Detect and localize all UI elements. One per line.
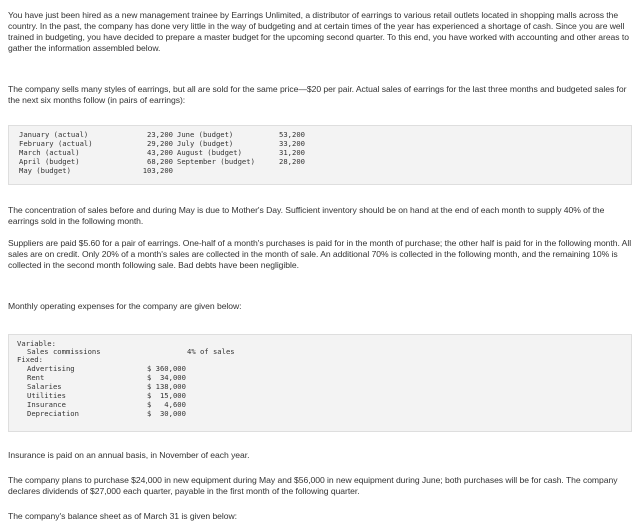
expense-item-value: $ 34,000 [147,373,186,382]
sales-commissions-label: Sales commissions [27,347,101,356]
sales-month-label: May (budget) [19,166,71,175]
sales-month-label: September (budget) [177,157,255,166]
insurance-paragraph: Insurance is paid on an annual basis, in November of each year. [8,450,250,460]
sales-month-label: June (budget) [177,130,234,139]
table-row [9,374,631,383]
sales-month-label: February (actual) [19,139,93,148]
table-row [9,365,631,374]
equipment-paragraph: The company plans to purchase $24,000 in new equipment during May and $56,000 in new equipment during June; both purchases will be for cash. The company declares dividends of $27,000 each quarter, payable in the first month of the following quarter. [8,475,618,496]
balance-sheet-paragraph: The company's balance sheet as of March 31 is given below: [8,511,237,521]
concentration-paragraph: The concentration of sales before and during May is due to Mother's Day. Sufficient inventory should be on hand at the end of each month to supply 40% of the earrings sold in the following month. [8,205,605,226]
table-row [9,167,631,176]
sales-table [8,125,632,185]
sales-month-value: 33,200 [279,139,305,148]
sales-commissions-value: 4% of sales [187,347,235,356]
table-row [9,149,631,158]
sales-month-value: 103,200 [142,166,173,175]
table-row [9,356,631,365]
table-row [9,131,631,140]
variable-label: Variable: [17,339,56,348]
fixed-label: Fixed: [17,355,43,364]
table-row [9,140,631,149]
sales-month-label: August (budget) [177,148,242,157]
sales-intro-paragraph: The company sells many styles of earrings, but all are sold for the same price—$20 per pair. Actual sales of earrings for the last three months and budgeted sales for the next six months follow (in pairs of earrings): [8,84,627,105]
sales-month-label: January (actual) [19,130,89,139]
table-row [9,410,631,419]
sales-month-value: 28,200 [279,157,305,166]
expense-item-label: Advertising [27,364,75,373]
table-row [9,158,631,167]
table-row [9,383,631,392]
sales-month-value: 53,200 [279,130,305,139]
expense-item-value: $ 360,000 [147,364,186,373]
sales-month-label: July (budget) [177,139,234,148]
table-row [9,401,631,410]
sales-month-value: 23,200 [147,130,173,139]
expense-item-label: Depreciation [27,409,79,418]
sales-month-value: 31,200 [279,148,305,157]
expense-item-label: Utilities [27,391,66,400]
sales-month-label: April (budget) [19,157,80,166]
sales-month-value: 29,200 [147,139,173,148]
expense-item-value: $ 30,000 [147,409,186,418]
expense-item-label: Insurance [27,400,66,409]
expense-item-value: $ 138,000 [147,382,186,391]
expense-item-label: Salaries [27,382,62,391]
table-row [9,392,631,401]
suppliers-paragraph: Suppliers are paid $5.60 for a pair of earrings. One-half of a month's purchases is paid for in the month of purchase; the other half is paid for in the following month. All sales are on credit. Only 20% of a month's sales are collected in the month of sale. An additional 70% is collected in the following month, and the remaining 10% is collected in the second month following sale. Bad debts have been negligible. [8,238,632,270]
expense-item-label: Rent [27,373,45,382]
intro-paragraph: You have just been hired as a new management trainee by Earrings Unlimited, a distributor of earrings to various retail outlets located in shopping malls across the country. In the past, the company has done very little in the way of budgeting and at certain times of the year has experienced a shortage of cash. Since you are well trained in budgeting, you have decided to prepare a master budget for the upcoming second quarter. To this end, you have worked with accounting and other areas to gather the information assembled below. [8,10,629,53]
expense-item-value: $ 15,000 [147,391,186,400]
expense-item-value: $ 4,600 [147,400,186,409]
expense-table [8,334,632,432]
sales-month-value: 43,200 [147,148,173,157]
sales-month-value: 68,200 [147,157,173,166]
expenses-intro-paragraph: Monthly operating expenses for the company are given below: [8,301,242,311]
sales-month-label: March (actual) [19,148,80,157]
